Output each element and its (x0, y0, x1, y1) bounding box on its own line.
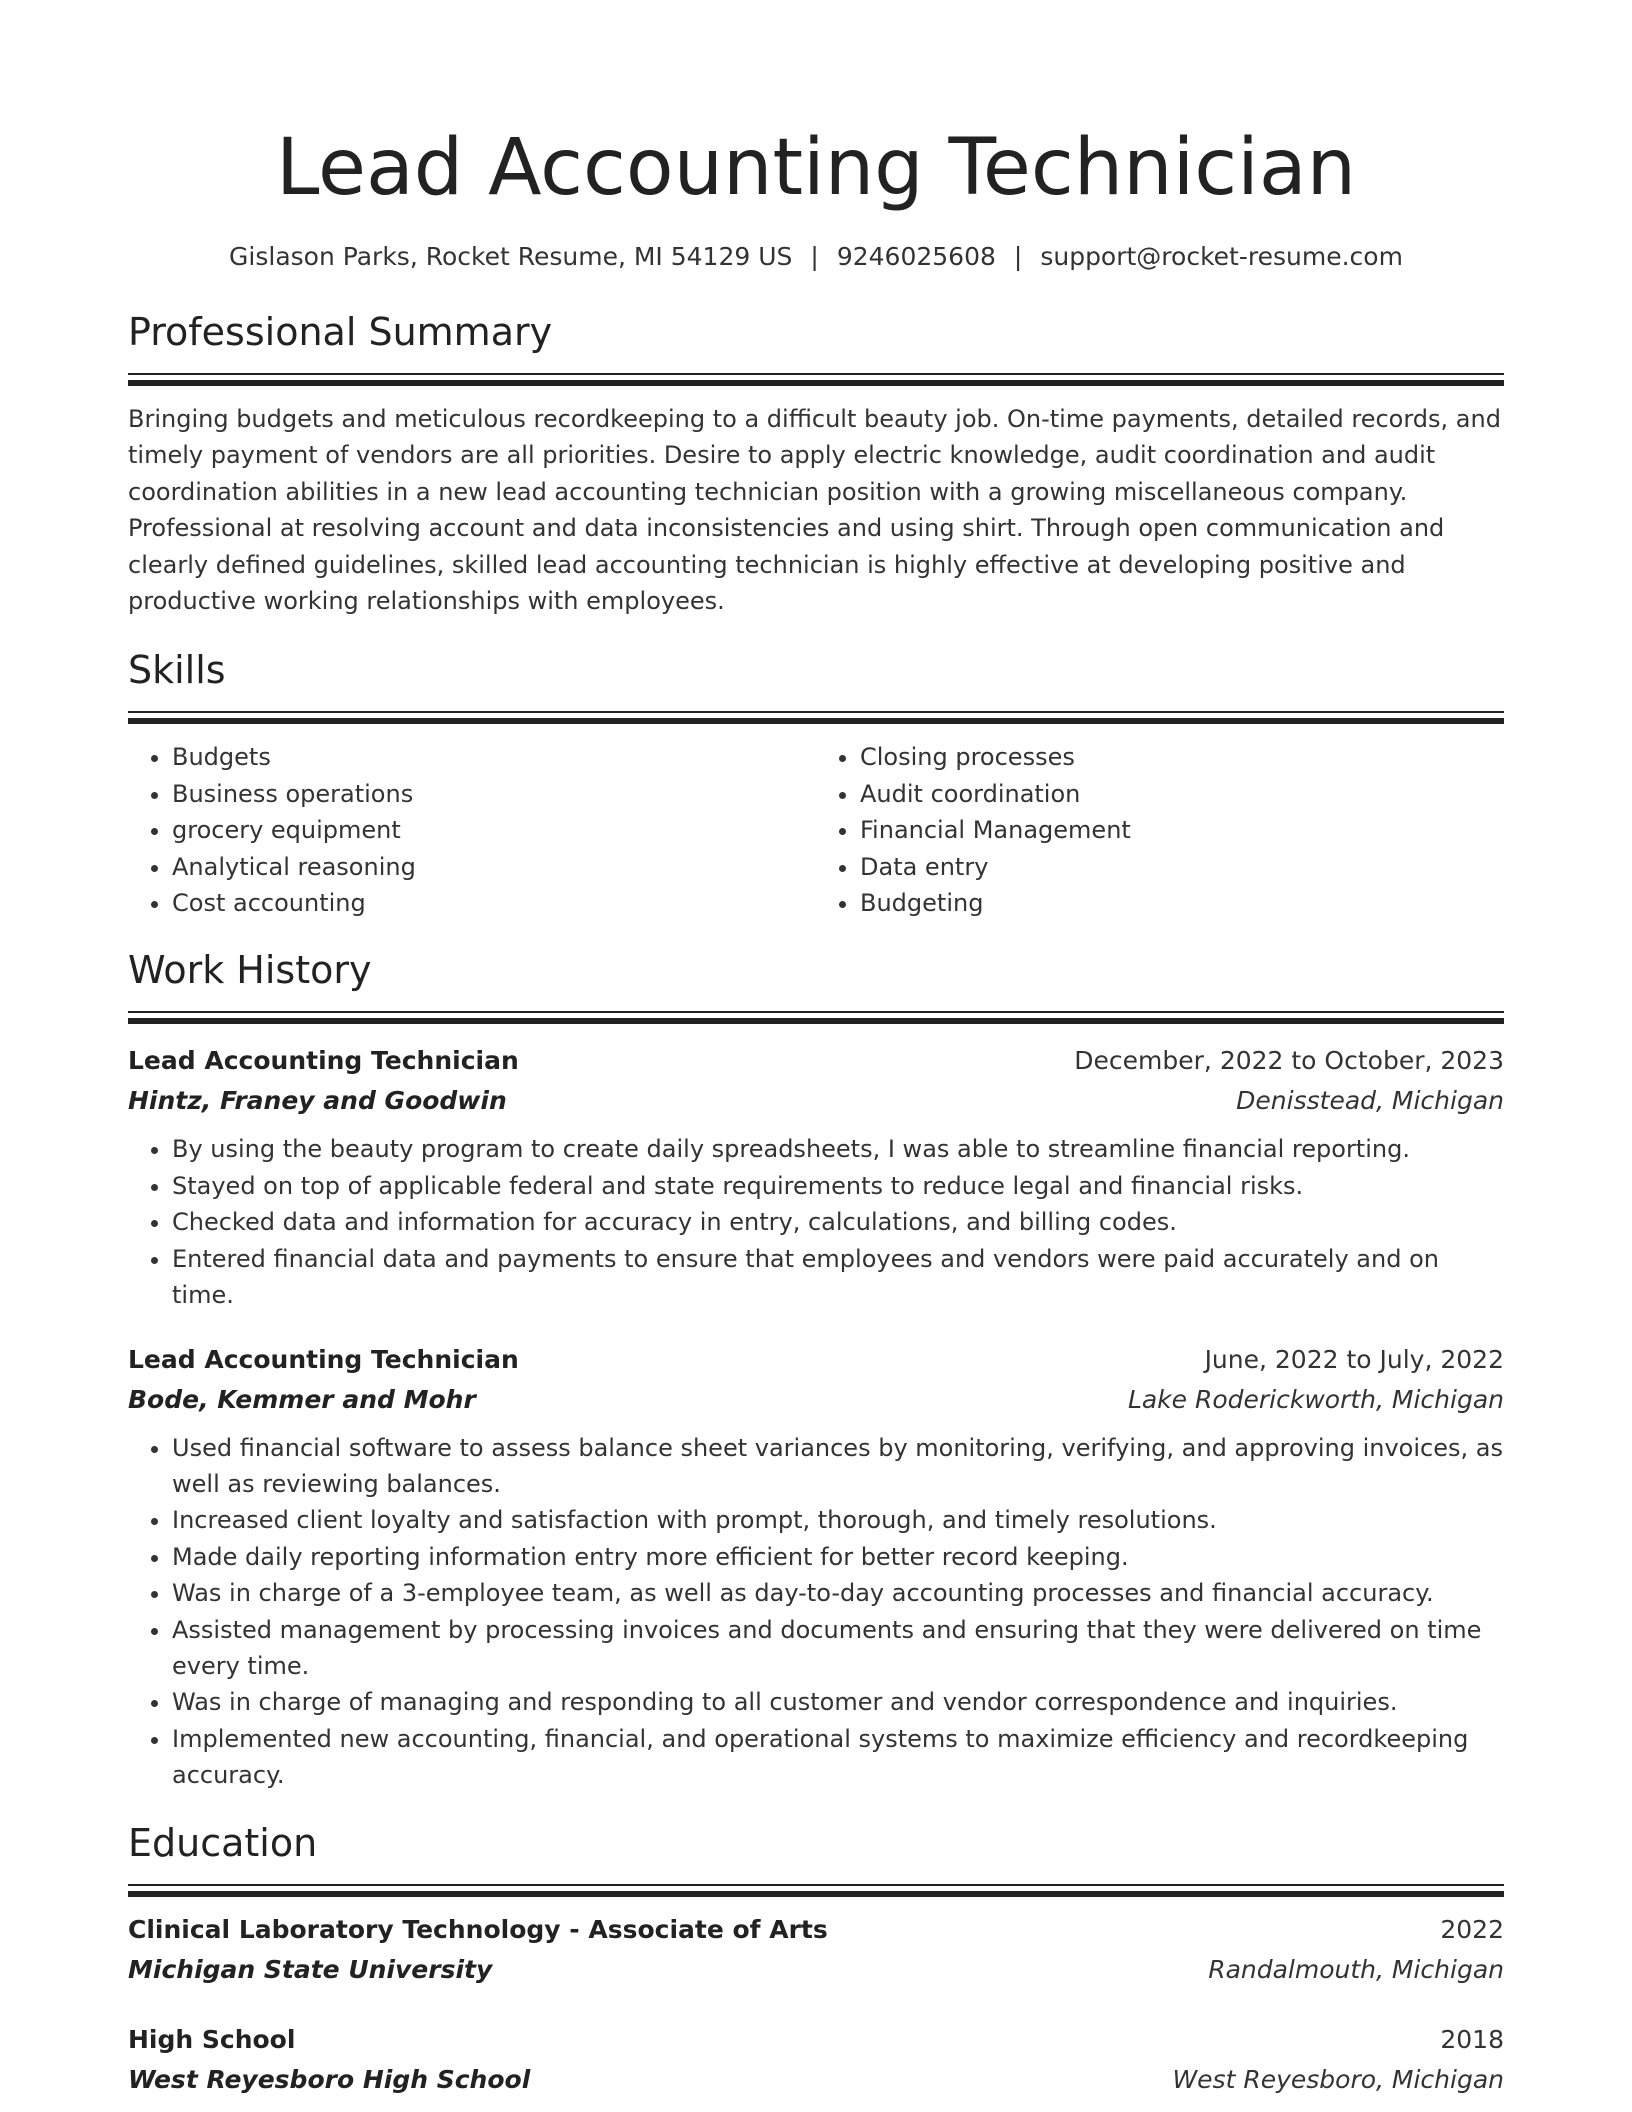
education-school: West Reyesboro High School (128, 2064, 531, 2094)
job-bullet: • Increased client loyalty and satisfaction with prompt, thorough, and timely resolutions. (172, 1502, 1504, 1538)
job-bullets (128, 1131, 1504, 1313)
work-history-section (128, 945, 1504, 1793)
skills-list-left (128, 739, 816, 921)
job-dates: June, 2022 to July, 2022 (1204, 1344, 1504, 1374)
contact-address: Gislason Parks, Rocket Resume, MI 54129 US (229, 242, 793, 271)
skill-item: • Audit coordination (860, 776, 1504, 812)
skills-list-right (816, 739, 1504, 921)
education-school: Michigan State University (128, 1954, 493, 1984)
section-divider (128, 1884, 1504, 1898)
education-header-row (128, 1910, 1504, 1950)
job-bullets (128, 1430, 1504, 1794)
education-section (128, 1818, 1504, 2100)
job-company: Hintz, Franey and Goodwin (128, 1086, 507, 1116)
job-location: Denisstead, Michigan (1236, 1086, 1504, 1116)
section-divider (128, 373, 1504, 387)
contact-separator: | (1013, 242, 1023, 271)
job-bullet: • By using the beauty program to create daily spreadsheets, I was able to streamline financial reporting. (172, 1131, 1504, 1167)
section-title-summary: Professional Summary (128, 310, 553, 354)
summary-text: Bringing budgets and meticulous recordkeeping to a difficult beauty job. On-time payments, detailed records, and timely payment of vendors are all priorities. Desire to apply electric knowledge, audit coordination and audit coordination abilities in a new lead accounting technician position with a growing miscellaneous company. Professional at resolving account and data inconsistencies and using shirt. Through open communication and clearly defined guidelines, skilled lead accounting technician is highly effective at developing positive and productive working relationships with employees. (128, 405, 1501, 616)
job-company-row (128, 1081, 1504, 1121)
education-location: West Reyesboro, Michigan (1172, 2064, 1504, 2094)
section-divider (128, 711, 1504, 725)
education-degree: Clinical Laboratory Technology - Associate of Arts (128, 1914, 828, 1944)
job-bullet: • Made daily reporting information entry more efficient for better record keeping. (172, 1539, 1504, 1575)
resume-page (128, 0, 1504, 2100)
job-bullet: • Used financial software to assess balance sheet variances by monitoring, verifying, and approving invoices, as well as reviewing balances. (172, 1430, 1504, 1503)
skills-section (128, 645, 1504, 921)
summary-section (128, 307, 1504, 619)
education-entry (128, 1910, 1504, 1990)
job-bullet: • Was in charge of a 3-employee team, as well as day-to-day accounting processes and financial accuracy. (172, 1575, 1504, 1611)
job-bullet: • Stayed on top of applicable federal and state requirements to reduce legal and financial risks. (172, 1168, 1504, 1204)
contact-phone: 9246025608 (836, 242, 996, 271)
contact-separator: | (810, 242, 819, 271)
education-year: 2018 (1440, 2024, 1504, 2054)
section-title-skills: Skills (128, 648, 226, 693)
skill-item: • Financial Management (860, 812, 1504, 848)
job-bullet: • Assisted management by processing invoices and documents and ensuring that they were delivered on time every time. (172, 1612, 1504, 1685)
section-title-work-history: Work History (128, 948, 372, 993)
section-title-education: Education (128, 1820, 318, 1865)
job-bullet: • Implemented new accounting, financial, and operational systems to maximize efficiency and recordkeeping accuracy. (172, 1721, 1504, 1794)
contact-line (128, 240, 1504, 274)
job-bullet: • Checked data and information for accuracy in entry, calculations, and billing codes. (172, 1204, 1504, 1240)
skill-item: • Analytical reasoning (172, 849, 816, 885)
resume-name-heading: Lead Accounting Technician (275, 123, 1357, 213)
skill-item: • Business operations (172, 776, 816, 812)
skill-item: • Closing processes (860, 739, 1504, 775)
job-entry (128, 1340, 1504, 1794)
job-title: Lead Accounting Technician (128, 1046, 519, 1076)
job-company: Bode, Kemmer and Mohr (128, 1384, 476, 1414)
job-title: Lead Accounting Technician (128, 1344, 519, 1374)
education-entry (128, 2020, 1504, 2100)
education-year: 2022 (1440, 1914, 1504, 1944)
job-header-row (128, 1041, 1504, 1081)
skills-columns (128, 739, 1504, 921)
contact-email: support@rocket-resume.com (1040, 242, 1403, 271)
job-entry (128, 1041, 1504, 1313)
education-degree: High School (128, 2024, 296, 2054)
job-company-row (128, 1380, 1504, 1420)
education-header-row (128, 2020, 1504, 2060)
section-divider (128, 1011, 1504, 1025)
education-location: Randalmouth, Michigan (1208, 1954, 1504, 1984)
job-location: Lake Roderickworth, Michigan (1127, 1384, 1504, 1414)
job-dates: December, 2022 to October, 2023 (1074, 1046, 1504, 1076)
skill-item: • Budgets (172, 739, 816, 775)
skill-item: • Cost accounting (172, 885, 816, 921)
education-school-row (128, 2060, 1504, 2100)
education-school-row (128, 1950, 1504, 1990)
skill-item: • grocery equipment (172, 812, 816, 848)
job-bullet: • Entered financial data and payments to ensure that employees and vendors were paid accurately and on time. (172, 1241, 1504, 1314)
job-header-row (128, 1340, 1504, 1380)
job-bullet: • Was in charge of managing and responding to all customer and vendor correspondence and inquiries. (172, 1684, 1504, 1720)
skill-item: • Budgeting (860, 885, 1504, 921)
skill-item: • Data entry (860, 849, 1504, 885)
